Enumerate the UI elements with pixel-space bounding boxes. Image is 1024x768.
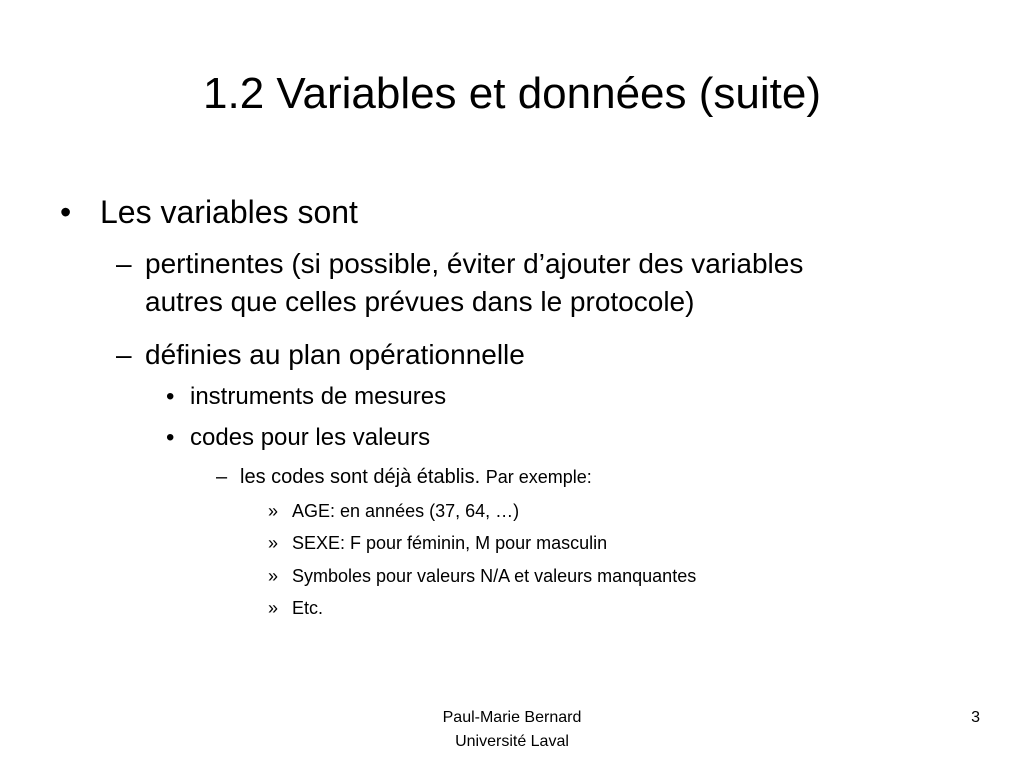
bullet-instruments: instruments de mesures xyxy=(190,383,447,410)
footer-institution: Université Laval xyxy=(455,733,569,750)
dash-marker: – xyxy=(116,339,132,370)
dash-marker: – xyxy=(216,466,228,488)
guillemet-marker: » xyxy=(268,533,279,553)
page-number: 3 xyxy=(971,709,980,726)
dash-marker: – xyxy=(116,248,132,279)
bullet-marker: • xyxy=(60,194,72,230)
bullet-definies: définies au plan opérationnelle xyxy=(145,339,525,370)
slide-title: 1.2 Variables et données (suite) xyxy=(203,69,821,118)
par-exemple-text: Par exemple: xyxy=(485,467,592,487)
bullet-les-variables-sont: Les variables sont xyxy=(100,194,358,230)
footer-author-block xyxy=(412,706,612,754)
bullet-codes: codes pour les valeurs xyxy=(190,424,431,451)
example-age: AGE: en années (37, 64, …) xyxy=(292,501,520,521)
example-etc: Etc. xyxy=(292,598,324,618)
guillemet-marker: » xyxy=(268,501,279,521)
guillemet-marker: » xyxy=(268,598,279,618)
guillemet-marker: » xyxy=(268,566,279,586)
bullet-marker: • xyxy=(166,424,175,451)
example-sexe: SEXE: F pour féminin, M pour masculin xyxy=(292,533,608,553)
codes-etablis-text: les codes sont déjà établis. xyxy=(240,466,481,488)
bullet-pertinentes-line2: autres que celles prévues dans le protocole) xyxy=(145,286,695,317)
example-symboles: Symboles pour valeurs N/A et valeurs manquantes xyxy=(292,566,697,586)
bullet-marker: • xyxy=(166,383,175,410)
footer-author: Paul-Marie Bernard xyxy=(442,709,582,726)
bullet-pertinentes-line1: pertinentes (si possible, éviter d’ajouter des variables xyxy=(145,248,804,279)
bullet-codes-etablis xyxy=(240,464,592,490)
